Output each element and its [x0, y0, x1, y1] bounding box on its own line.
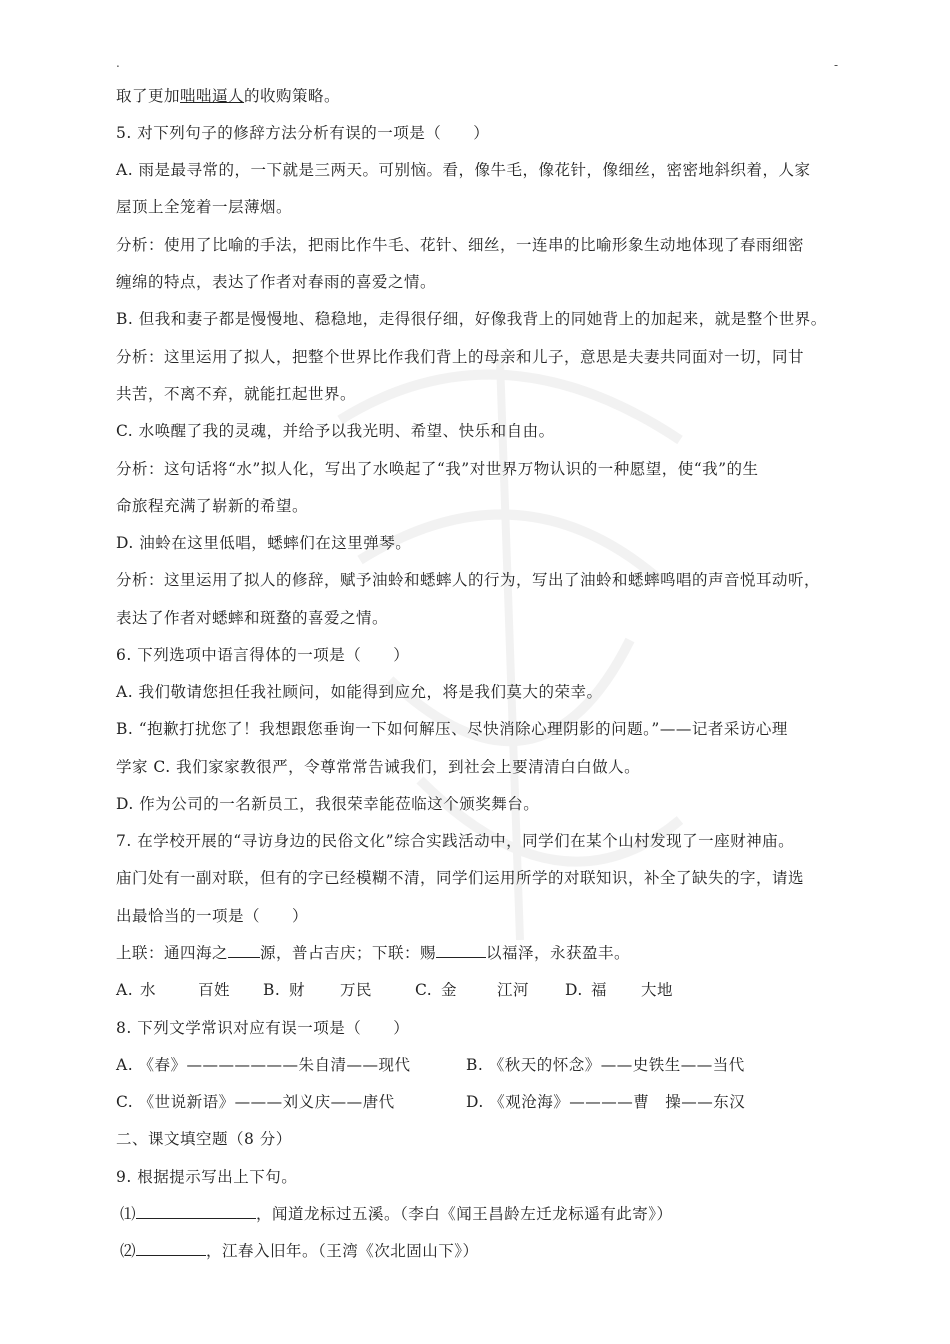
intro-line: 取了更加咄咄逼人的收购策略。	[116, 87, 341, 105]
q7-option-d-word1: 福	[591, 981, 608, 999]
q8-option-d: D. 《观沧海》————曹 操——东汉	[466, 1093, 746, 1111]
q5-option-c-analysis2: 命旅程充满了崭新的希望。	[116, 497, 309, 515]
q6-option-b-line2: 学家 C. 我们家家教很严，令尊常常告诫我们，到社会上要清清白白做人。	[116, 758, 641, 776]
q9-item1: ⑴ ，闻道龙标过五溪。（李白《闻王昌龄左迁龙标遥有此寄》）	[120, 1205, 673, 1223]
q8-option-b: B. 《秋天的怀念》——史铁生——当代	[466, 1056, 745, 1074]
q7-couplet: 上联：通四海之 源，普占吉庆；下联：赐 以福泽，永获盈丰。	[116, 944, 631, 962]
q7-option-a-label: A.	[116, 981, 134, 999]
couplet-blank-2	[436, 943, 486, 958]
q7-stem-line3: 出最恰当的一项是（ ）	[116, 907, 309, 925]
q7-stem-line2: 庙门处有一副对联，但有的字已经模糊不清，同学们运用所学的对联知识，补全了缺失的字，请选	[116, 869, 805, 887]
q6-stem: 6. 下列选项中语言得体的一项是（ ）	[116, 646, 410, 664]
q7-option-c-word1: 金	[441, 981, 458, 999]
q5-option-c-analysis1: 分析：这句话将“水”拟人化，写出了水唤起了“我”对世界万物认识的一种愿望，使“我”的生	[116, 460, 759, 478]
q9-item1-blank	[136, 1204, 256, 1219]
q5-option-d-analysis2: 表达了作者对蟋蟀和斑蝥的喜爱之情。	[116, 609, 389, 627]
q6-option-d: D. 作为公司的一名新员工，我很荣幸能莅临这个颁奖舞台。	[116, 795, 540, 813]
q9-stem: 9. 根据提示写出上下句。	[116, 1168, 298, 1186]
q5-option-c-line1: C. 水唤醒了我的灵魂，并给予以我光明、希望、快乐和自由。	[116, 422, 555, 440]
q5-option-a-analysis1: 分析：使用了比喻的手法，把雨比作牛毛、花针、细丝，一连串的比喻形象生动地体现了春雨细密	[116, 236, 805, 254]
q8-stem: 8. 下列文学常识对应有误一项是（ ）	[116, 1019, 410, 1037]
q5-option-b-analysis2: 共苦，不离不弃，就能扛起世界。	[116, 385, 357, 403]
q5-option-b-analysis1: 分析：这里运用了拟人，把整个世界比作我们背上的母亲和儿子，意思是夫妻共同面对一切，同甘	[116, 348, 805, 366]
q7-option-b-word1: 财	[289, 981, 306, 999]
q7-option-a-word2: 百姓	[198, 981, 231, 999]
q7-option-b-label: B.	[263, 981, 281, 999]
q8-option-c: C. 《世说新语》———刘义庆——唐代	[116, 1093, 395, 1111]
q7-option-c-label: C.	[415, 981, 433, 999]
top-left-mark: .	[116, 56, 120, 70]
q5-option-a-line2: 屋顶上全笼着一层薄烟。	[116, 198, 293, 216]
q5-option-a-analysis2: 缠绵的特点，表达了作者对春雨的喜爱之情。	[116, 273, 437, 291]
q7-option-d-word2: 大地	[641, 981, 674, 999]
q7-option-a-word1: 水	[140, 981, 157, 999]
top-right-mark: -	[834, 58, 839, 72]
underlined-phrase: 咄咄逼人	[180, 87, 245, 105]
q5-stem: 5. 对下列句子的修辞方法分析有误的一项是（ ）	[116, 124, 490, 142]
couplet-blank-1	[228, 943, 260, 958]
q5-option-a-line1: A. 雨是最寻常的，一下就是三两天。可别恼。看，像牛毛，像花针，像细丝，密密地斜织着，人家	[116, 161, 811, 179]
q7-option-d-label: D.	[565, 981, 583, 999]
section2-title: 二、课文填空题（8 分）	[116, 1130, 292, 1148]
q5-option-b-line1: B. 但我和妻子都是慢慢地、稳稳地，走得很仔细，好像我背上的同她背上的加起来，就是整个世界。	[116, 310, 827, 328]
q7-option-c-word2: 江河	[497, 981, 530, 999]
q5-option-d-line1: D. 油蛉在这里低唱，蟋蟀们在这里弹琴。	[116, 534, 412, 552]
q8-option-a: A. 《春》———————朱自清——现代	[116, 1056, 411, 1074]
q6-option-a: A. 我们敬请您担任我社顾问，如能得到应允，将是我们莫大的荣幸。	[116, 683, 603, 701]
q7-stem-line1: 7. 在学校开展的“寻访身边的民俗文化”综合实践活动中，同学们在某个山村发现了一座财神庙。	[116, 832, 795, 850]
q5-option-d-analysis1: 分析：这里运用了拟人的修辞，赋予油蛉和蟋蟀人的行为，写出了油蛉和蟋蟀鸣唱的声音悦耳动听，	[116, 571, 821, 589]
q6-option-b-line1: B. “抱歉打扰您了！我想跟您垂询一下如何解压、尽快消除心理阴影的问题。”——记者采访心理	[116, 720, 788, 738]
q9-item2: ⑵ ，江春入旧年。（王湾《次北固山下》）	[120, 1242, 479, 1260]
q9-item2-blank	[136, 1241, 206, 1256]
q7-option-b-word2: 万民	[340, 981, 373, 999]
